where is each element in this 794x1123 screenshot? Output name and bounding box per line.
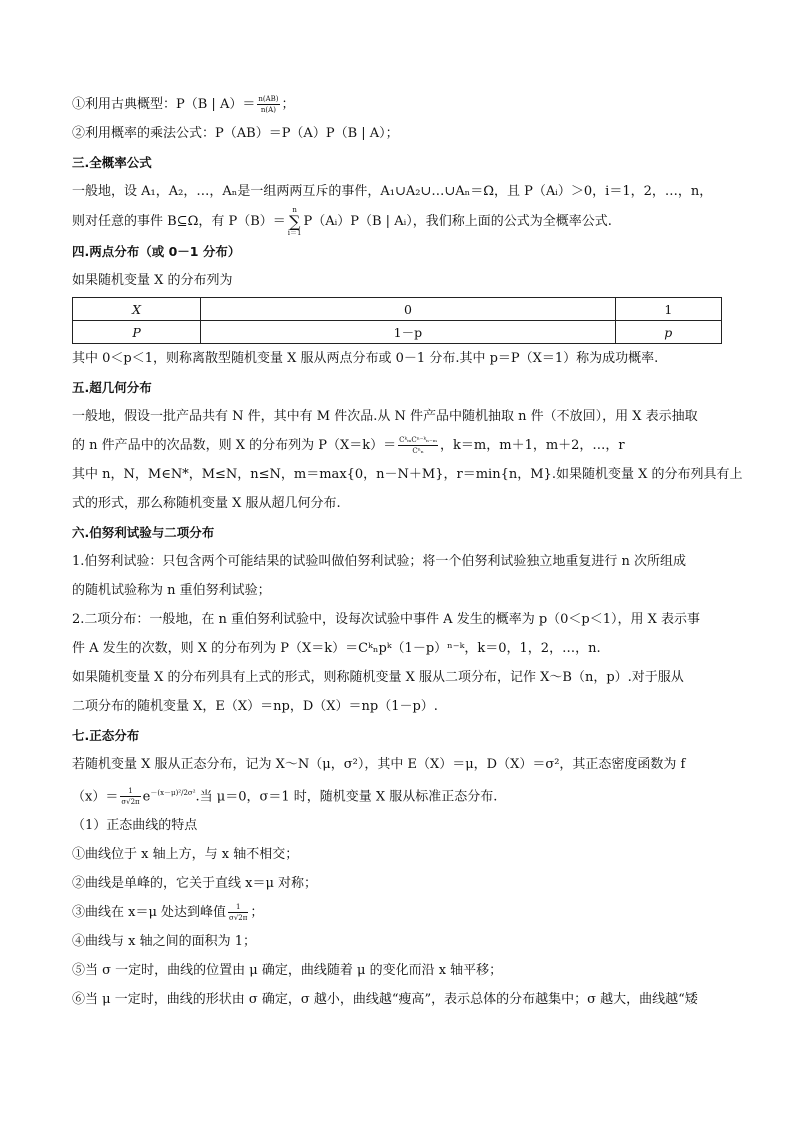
table-cell: P: [73, 321, 201, 344]
normal-density-formula: [72, 779, 722, 811]
summation: [288, 206, 302, 237]
fraction: [120, 786, 140, 807]
paragraph-line: 式的形式，那么称随机变量 X 服从超几何分布.: [72, 496, 341, 511]
paragraph-line: 件 A 发生的次数，则 X 的分布列为 P（X＝k）＝Cᵏₙpᵏ（1－p）ⁿ⁻ᵏ，k＝0，1，2，…，n.: [72, 641, 601, 656]
fraction-numerator: CᵏₘCⁿ⁻ᵏₙ₋ₘ: [399, 436, 438, 444]
paragraph-line: 其中 n，N，M∈N*，M≤N，n≤N，m＝max{0，n－N＋M}，r＝min{n，M}.如果随机变量 X 的分布列具有上: [72, 467, 743, 482]
text: ①利用古典概型：P（B | A）＝: [72, 97, 256, 112]
sum-lower: i＝1: [287, 229, 302, 237]
paragraph-line: （1）正态曲线的特点: [72, 818, 198, 834]
text: P（Aᵢ）P（B | Aᵢ），我们称上面的公式为全概率公式.: [303, 214, 612, 229]
section-heading: 三.全概率公式: [72, 155, 152, 170]
section-heading: 七.正态分布: [72, 728, 140, 743]
conditional-prob-classic: [72, 90, 722, 119]
section-heading: 五.超几何分布: [72, 380, 152, 395]
list-item: ④曲线与 x 轴之间的面积为 1；: [72, 934, 256, 950]
fraction-denominator: σ√2π: [229, 914, 248, 923]
table-cell: 0: [201, 298, 615, 321]
paragraph-line: 一般地，假设一批产品共有 N 件，其中有 M 件次品.从 N 件产品中随机抽取 n 件（不放回），用 X 表示抽取: [72, 409, 698, 424]
fraction-denominator: Cⁿₙ: [412, 447, 424, 455]
paragraph-line: 如果随机变量 X 的分布列为: [72, 273, 233, 288]
exp-base: e: [142, 789, 151, 805]
multiplication-rule: ②利用概率的乘法公式：P（AB）＝P（A）P（B | A）；: [72, 126, 399, 141]
text: 则对任意的事件 B⊆Ω，有 P（B）＝: [72, 214, 286, 229]
paragraph-line: 如果随机变量 X 的分布列具有上式的形式，则称随机变量 X 服从二项分布，记作 X～B（n，p）.对于服从: [72, 670, 684, 685]
text: ，k＝m，m＋1，m＋2，…，r: [440, 438, 625, 453]
table-row: [73, 321, 722, 344]
paragraph-line: 若随机变量 X 服从正态分布，记为 X～N（μ，σ²），其中 E（X）＝μ，D（X）＝σ²，其正态密度函数为 f: [72, 757, 686, 772]
text: ③曲线在 x＝μ 处达到峰值: [72, 905, 227, 921]
fraction: [398, 435, 438, 456]
table-row: [73, 298, 722, 321]
paragraph-line: 的随机试验称为 n 重伯努利试验；: [72, 583, 271, 598]
list-item: ①曲线位于 x 轴上方，与 x 轴不相交；: [72, 847, 299, 863]
section-heading: 六.伯努利试验与二项分布: [72, 525, 215, 540]
hypergeometric-formula: [72, 431, 722, 460]
fraction-numerator: 1: [120, 786, 140, 797]
table-cell: 1: [615, 298, 721, 321]
table-cell: p: [615, 321, 721, 344]
fraction: [257, 94, 279, 115]
paragraph-line: 2.二项分布：一般地，在 n 重伯努利试验中，设每次试验中事件 A 发生的概率为 p（0＜p＜1），用 X 表示事: [72, 612, 701, 627]
text: ；: [250, 905, 264, 921]
list-item: [72, 898, 722, 927]
list-item: ②曲线是单峰的，它关于直线 x＝μ 对称；: [72, 876, 318, 892]
text: 的 n 件产品中的次品数，则 X 的分布列为 P（X＝k）＝: [72, 438, 397, 453]
list-item: ⑥当 μ 一定时，曲线的形状由 σ 确定，σ 越小，曲线越“瘦高”，表示总体的分布越集中；σ 越大，曲线越“矮: [72, 992, 698, 1008]
text: ；: [281, 97, 295, 112]
distribution-table: [72, 297, 722, 344]
total-probability-formula: [72, 206, 722, 237]
sum-upper: n: [292, 206, 297, 214]
document-content: [72, 90, 743, 1014]
paragraph-line: 一般地，设 A₁，A₂，…，Aₙ是一组两两互斥的事件，A₁∪A₂∪…∪Aₙ＝Ω，且 P（Aᵢ）＞0，i＝1，2，…，n，: [72, 184, 713, 199]
table-cell: X: [73, 298, 201, 321]
paragraph-line: 1.伯努利试验：只包含两个可能结果的试验叫做伯努利试验；将一个伯努利试验独立地重复进行 n 次所组成: [72, 554, 687, 569]
sigma-symbol: ∑: [288, 212, 301, 231]
exponent: －(x－μ)²/2σ²: [150, 789, 196, 797]
text: （x）＝: [72, 789, 119, 805]
list-item: ⑤当 σ 一定时，曲线的位置由 μ 确定，曲线随着 μ 的变化而沿 x 轴平移；: [72, 963, 503, 979]
fraction-denominator: σ√2π: [121, 798, 140, 807]
table-cell: 1－p: [201, 321, 615, 344]
text: .当 μ＝0，σ＝1 时，随机变量 X 服从标准正态分布.: [195, 789, 498, 805]
fraction-numerator: 1: [228, 902, 248, 913]
fraction-numerator: n(AB): [258, 95, 279, 103]
fraction: [228, 902, 248, 923]
fraction-denominator: n(A): [260, 106, 276, 114]
paragraph-line: 其中 0＜p＜1，则称离散型随机变量 X 服从两点分布或 0－1 分布.其中 p＝P（X＝1）称为成功概率.: [72, 351, 659, 366]
section-heading: 四.两点分布（或 0－1 分布）: [72, 244, 241, 259]
paragraph-line: 二项分布的随机变量 X，E（X）＝np，D（X）＝np（1－p）.: [72, 699, 438, 714]
